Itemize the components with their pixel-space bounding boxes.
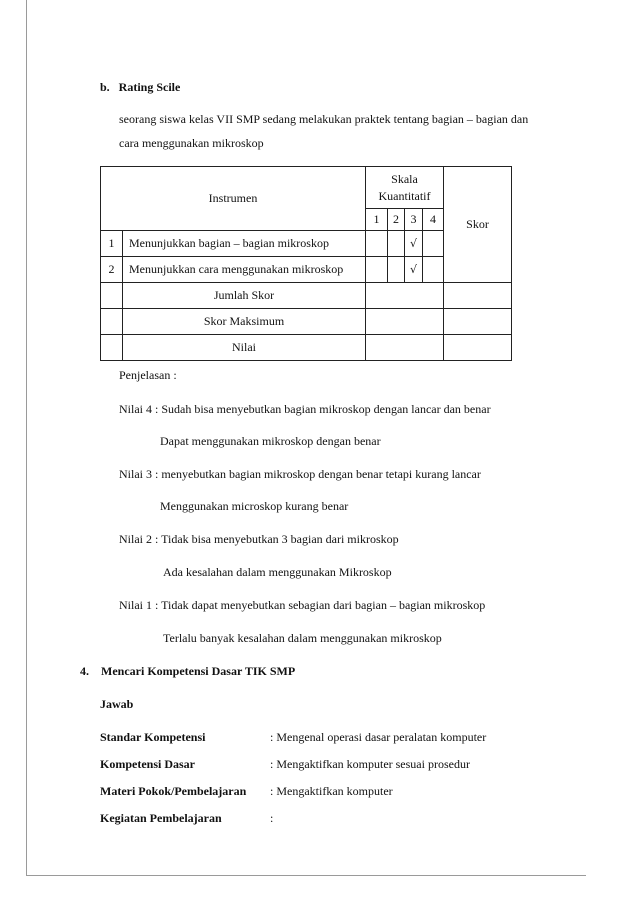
intro-line-1: seorang siswa kelas VII SMP sedang melakukan praktek tentang bagian – bagian dan bbox=[119, 112, 529, 126]
field-label: Kegiatan Pembelajaran bbox=[100, 811, 222, 825]
section-b-heading: b. Rating Scile bbox=[100, 80, 181, 94]
field-label: Kompetensi Dasar bbox=[100, 757, 195, 771]
header-skala-kuantitatif: Skala Kuantitatif bbox=[366, 167, 444, 209]
field-label: Standar Kompetensi bbox=[100, 730, 206, 744]
header-instrumen: Instrumen bbox=[101, 167, 366, 231]
penjelasan-title: Penjelasan : bbox=[119, 368, 177, 382]
nilai-2-line-1: Nilai 2 : Tidak bisa menyebutkan 3 bagian dari mikroskop bbox=[119, 532, 399, 546]
nilai-3-line-1: Nilai 3 : menyebutkan bagian mikroskop dengan benar tetapi kurang lancar bbox=[119, 467, 481, 481]
check-mark: √ bbox=[405, 257, 423, 283]
nilai-4-line-2: Dapat menggunakan mikroskop dengan benar bbox=[160, 434, 381, 448]
row-number: 1 bbox=[101, 231, 123, 257]
row-number: 2 bbox=[101, 257, 123, 283]
scale-4: 4 bbox=[423, 209, 444, 231]
scale-3: 3 bbox=[405, 209, 423, 231]
scale-1: 1 bbox=[366, 209, 388, 231]
field-value: : Mengenal operasi dasar peralatan komputer bbox=[270, 730, 487, 744]
nilai-2-line-2: Ada kesalahan dalam menggunakan Mikroskop bbox=[163, 565, 392, 579]
row-label: Menunjukkan cara menggunakan mikroskop bbox=[123, 257, 366, 283]
nilai-1-line-1: Nilai 1 : Tidak dapat menyebutkan sebagian dari bagian – bagian mikroskop bbox=[119, 598, 486, 612]
row-label: Menunjukkan bagian – bagian mikroskop bbox=[123, 231, 366, 257]
jumlah-skor-label: Jumlah Skor bbox=[123, 283, 366, 309]
rating-scale-table bbox=[100, 166, 512, 361]
field-value: : Mengaktifkan komputer sesuai prosedur bbox=[270, 757, 470, 771]
field-value: : Mengaktifkan komputer bbox=[270, 784, 393, 798]
field-label: Materi Pokok/Pembelajaran bbox=[100, 784, 247, 798]
scale-2: 2 bbox=[388, 209, 405, 231]
intro-line-2: cara menggunakan mikroskop bbox=[119, 136, 264, 150]
nilai-4-line-1: Nilai 4 : Sudah bisa menyebutkan bagian mikroskop dengan lancar dan benar bbox=[119, 402, 491, 416]
jawab-label: Jawab bbox=[100, 697, 134, 711]
section-4-heading: 4. Mencari Kompetensi Dasar TIK SMP bbox=[80, 664, 296, 678]
check-mark: √ bbox=[405, 231, 423, 257]
nilai-1-line-2: Terlalu banyak kesalahan dalam menggunakan mikroskop bbox=[163, 631, 442, 645]
nilai-3-line-2: Menggunakan microskop kurang benar bbox=[160, 499, 349, 513]
nilai-label: Nilai bbox=[123, 335, 366, 361]
skor-maksimum-label: Skor Maksimum bbox=[123, 309, 366, 335]
header-skor: Skor bbox=[444, 167, 512, 283]
field-value: : bbox=[270, 811, 274, 825]
